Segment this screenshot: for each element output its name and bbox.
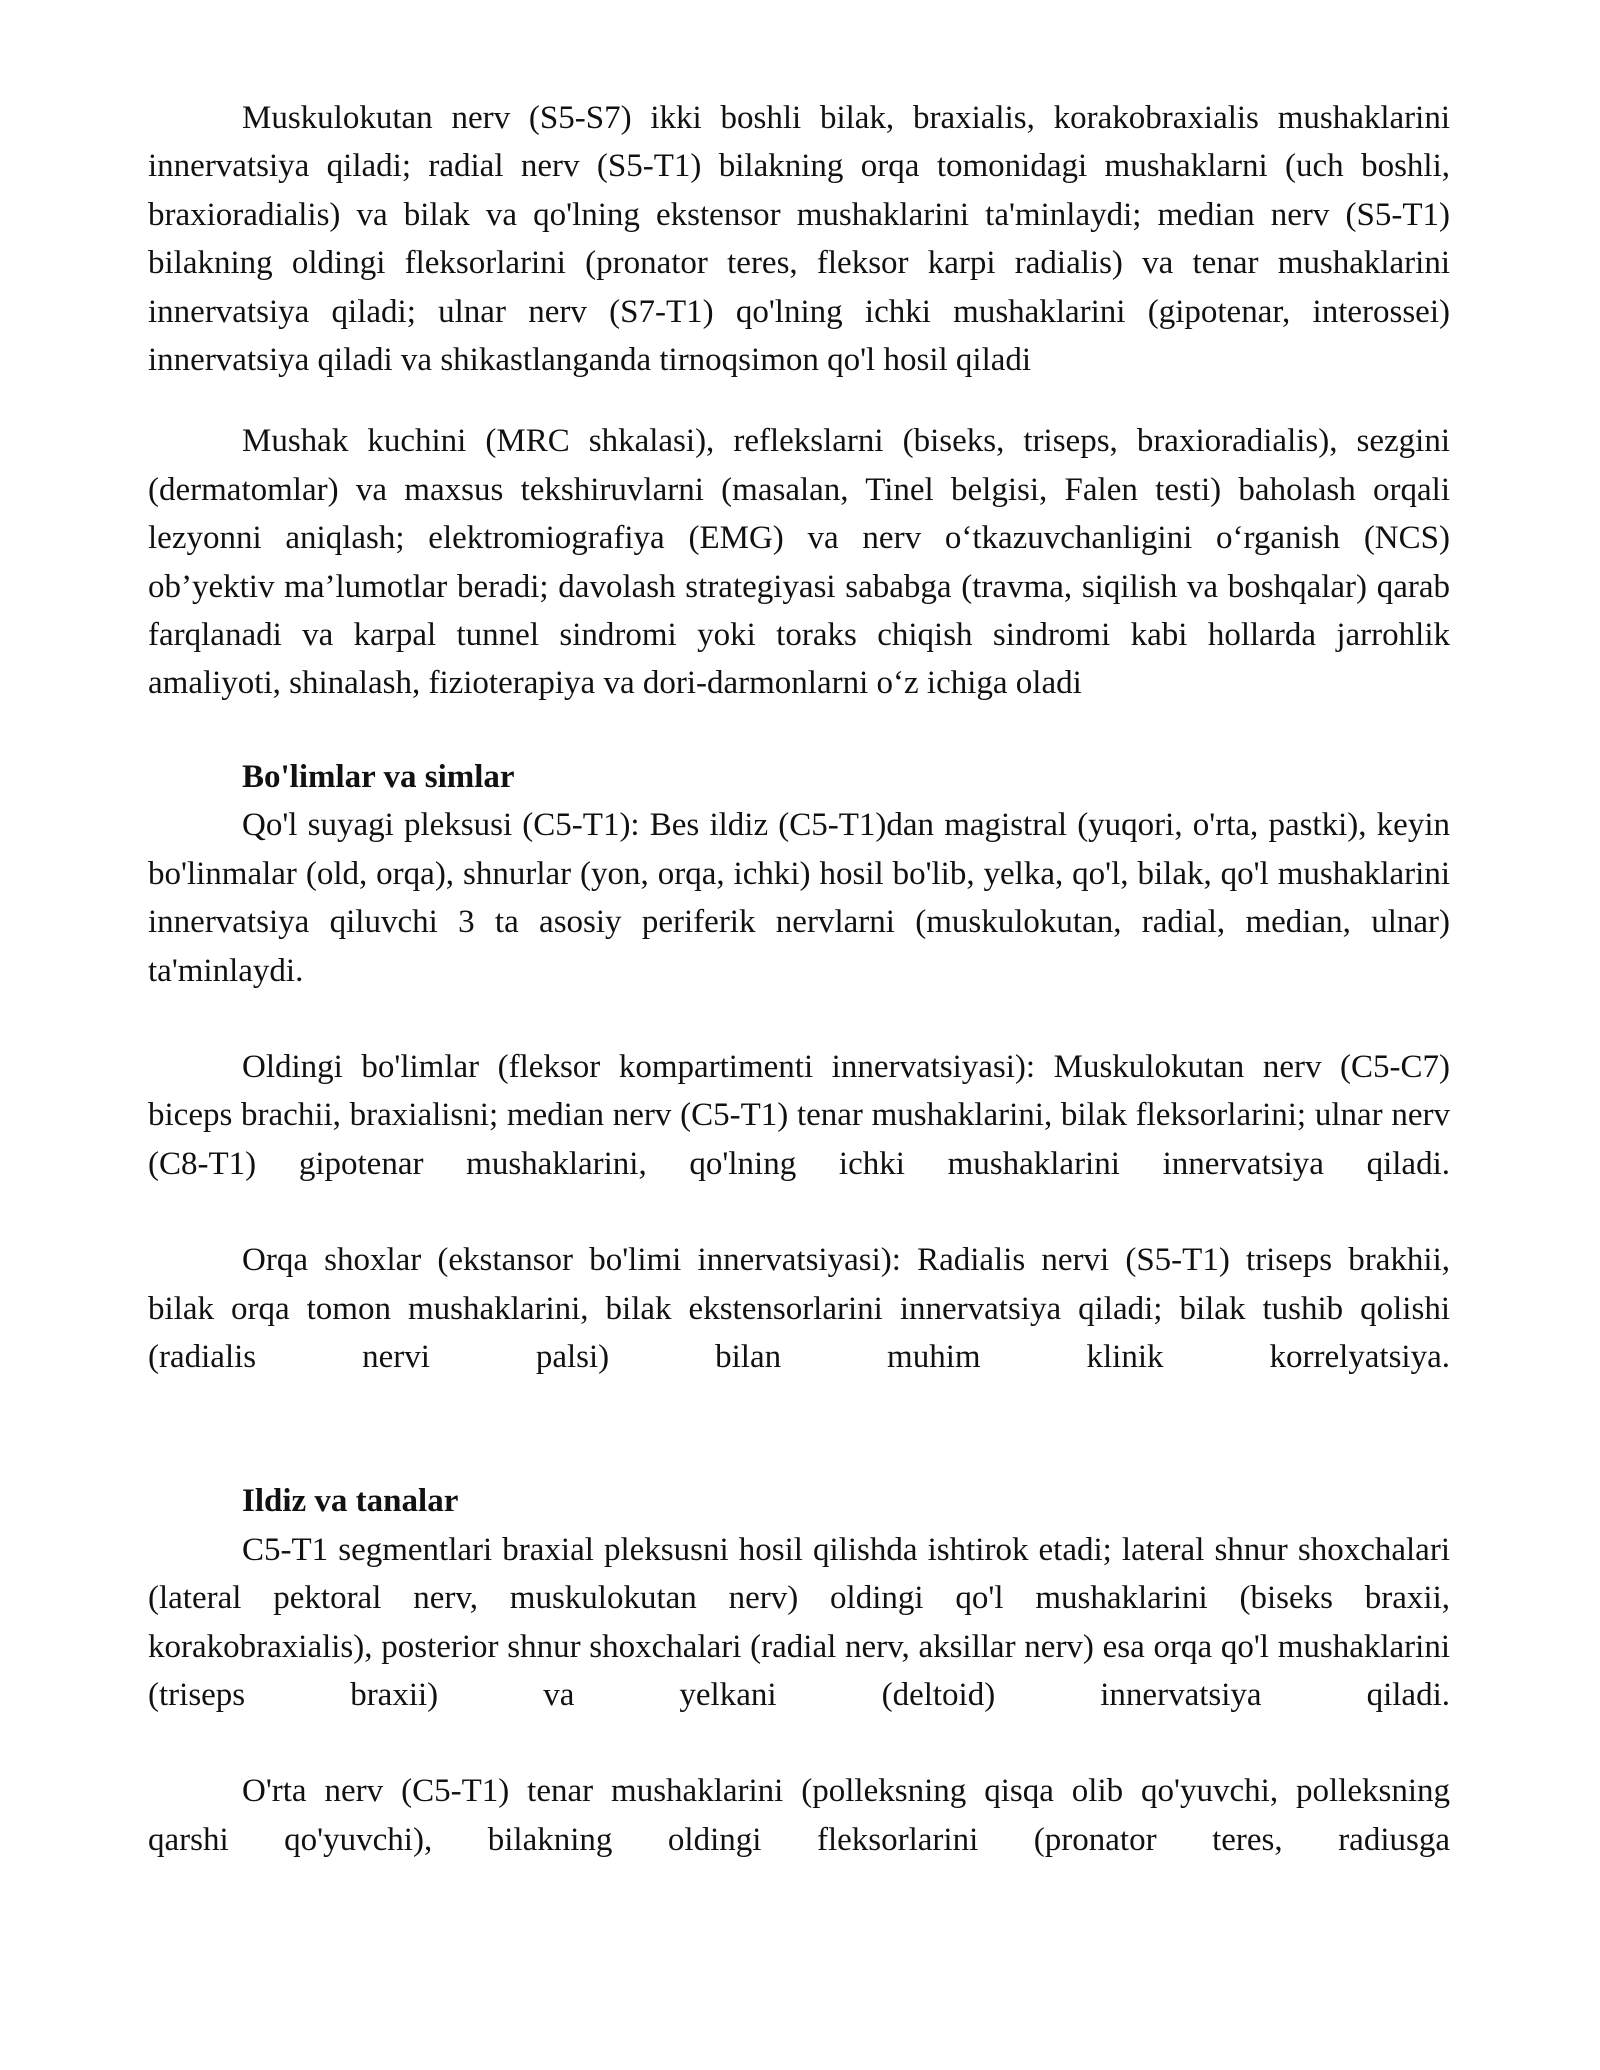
paragraph-examination: Mushak kuchini (MRC shkalasi), reflekslarni (biseks, triseps, braxioradialis), sezgini (dermatomlar) va maxsus tekshiruvlarni (masalan, Tinel belgisi, Falen testi) baholash orqali lezyonni aniqlash; elektromiografiya (EMG) va nerv o‘tkazuvchanligini o‘rganish (NCS) ob’yektiv ma’lumotlar beradi; davolash strategiyasi sababga (travma, siqilish va boshqalar) qarab farqlanadi va karpal tunnel sindromi yoki toraks chiqish sindromi kabi hollarda jarrohlik amaliyoti, shinalash, fizioterapiya va dori-darmonlarni o‘z ichiga oladi bbox=[148, 423, 1450, 702]
paragraph-anterior-divisions: Oldingi bo'limlar (fleksor kompartimenti innervatsiyasi): Muskulokutan nerv (C5-C7) biceps brachii, braxialisni; median nerv (C5-T1) tenar mushaklarini, bilak fleksorlarini; ulnar nerv (C8-T1) gipotenar mushaklarini, qo'lning ichki mushaklarini innervatsiya qiladi. bbox=[148, 1048, 1450, 1182]
section-heading-roots: Ildiz va tanalar bbox=[242, 1483, 459, 1520]
paragraph-roots-trunks: C5-T1 segmentlari braxial pleksusni hosil qilishda ishtirok etadi; lateral shnur shoxchalari (lateral pektoral nerv, muskulokutan nerv) oldingi qo'l mushaklarini (biseks braxii, korakobraxialis), posterior shnur shoxchalari (radial nerv, aksillar nerv) esa orqa qo'l mushaklarini (triseps braxii) va yelkani (deltoid) innervatsiya qiladi. bbox=[148, 1531, 1450, 1713]
paragraph-brachial-plexus: Qo'l suyagi pleksusi (C5-T1): Bes ildiz (C5-T1)dan magistral (yuqori, o'rta, pastki), keyin bo'linmalar (old, orqa), shnurlar (yon, orqa, ichki) hosil bo'lib, yelka, qo'l, bilak, qo'l mushaklarini innervatsiya qiluvchi 3 ta asosiy periferik nervlarni (muskulokutan, radial, median, ulnar) ta'minlaydi. bbox=[148, 807, 1450, 989]
document-page bbox=[148, 94, 1450, 1864]
section-heading-divisions: Bo'limlar va simlar bbox=[242, 758, 515, 795]
paragraph-median-nerve: O'rta nerv (C5-T1) tenar mushaklarini (polleksning qisqa olib qo'yuvchi, polleksning qarshi qo'yuvchi), bilakning oldingi fleksorlarini (pronator teres, radiusga bbox=[148, 1773, 1450, 1858]
paragraph-musculocutaneous: Muskulokutan nerv (S5-S7) ikki boshli bilak, braxialis, korakobraxialis mushaklarini innervatsiya qiladi; radial nerv (S5-T1) bilakning orqa tomonidagi mushaklarni (uch boshli, braxioradialis) va bilak va qo'lning ekstensor mushaklarini ta'minlaydi; median nerv (S5-T1) bilakning oldingi fleksorlarini (pronator teres, fleksor karpi radialis) va tenar mushaklarini innervatsiya qiladi; ulnar nerv (S7-T1) qo'lning ichki mushaklarini (gipotenar, interossei) innervatsiya qiladi va shikastlanganda tirnoqsimon qo'l hosil qiladi bbox=[148, 100, 1450, 379]
paragraph-posterior-divisions: Orqa shoxlar (ekstansor bo'limi innervatsiyasi): Radialis nervi (S5-T1) triseps brakhii, bilak orqa tomon mushaklarini, bilak ekstensorlarini innervatsiya qiladi; bilak tushib qolishi (radialis nervi palsi) bilan muhim klinik korrelyatsiya. bbox=[148, 1242, 1450, 1375]
